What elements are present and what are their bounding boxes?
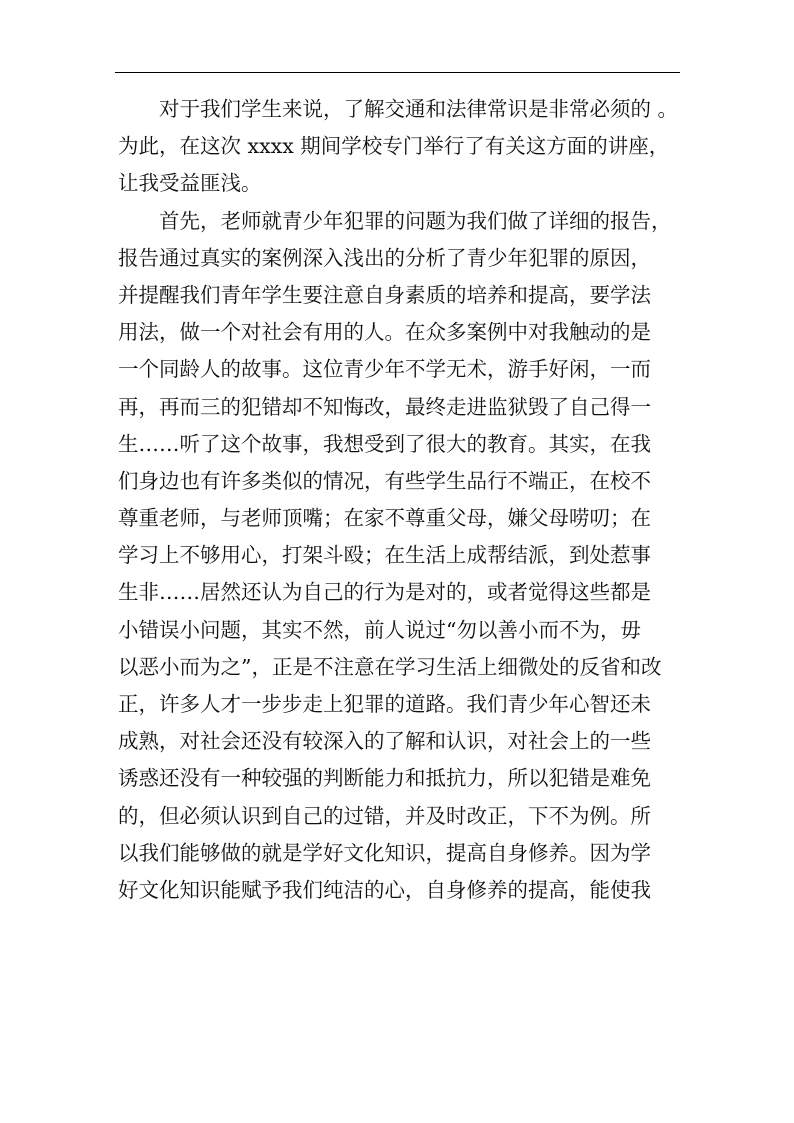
text-line: 小错误小问题，其实不然，前人说过“勿以善小而不为，毋 [118, 617, 641, 642]
text-line: 以恶小而为之”，正是不注意在学习生活上细微处的反省和改 [118, 654, 662, 679]
text-line: 为此，在这次 xxxx 期间学校专门举行了有关这方面的讲座， [118, 134, 670, 159]
text-line: 报告通过真实的案例深入浅出的分析了青少年犯罪的原因， [118, 245, 651, 270]
text-line: 好文化知识能赋予我们纯洁的心，自身修养的提高，能使我 [118, 877, 651, 902]
text-line: 正，许多人才一步步走上犯罪的道路。我们青少年心智还未 [118, 692, 651, 716]
text-line: 学习上不够用心，打架斗殴；在生活上成帮结派，到处惹事 [118, 543, 651, 568]
text-line: 让我受益匪浅。 [118, 171, 262, 196]
text-line: 们身边也有许多类似的情况，有些学生品行不端正，在校不 [118, 468, 651, 493]
text-line: 尊重老师，与老师顶嘴；在家不尊重父母，嫌父母唠叨；在 [118, 506, 651, 531]
text-line: 以我们能够做的就是学好文化知识，提高自身修养。因为学 [118, 840, 651, 865]
text-line: 用法，做一个对社会有用的人。在众多案例中对我触动的是 [118, 320, 651, 345]
text-line: 一个同龄人的故事。这位青少年不学无术，游手好闲，一而 [118, 357, 651, 382]
text-line: 再，再而三的犯错却不知悔改，最终走进监狱毁了自己得一 [118, 394, 651, 419]
text-line: 的，但必须认识到自己的过错，并及时改正，下不为例。所 [118, 803, 651, 828]
text-line: 生……听了这个故事，我想受到了很大的教育。其实，在我 [118, 431, 651, 456]
header-rule [115, 72, 680, 73]
text-line: 对于我们学生来说，了解交通和法律常识是非常必须的 。 [159, 97, 679, 121]
text-line: 生非……居然还认为自己的行为是对的，或者觉得这些都是 [118, 580, 651, 605]
text-line: 首先，老师就青少年犯罪的问题为我们做了详细的报告， [159, 208, 672, 233]
text-line: 并提醒我们青年学生要注意自身素质的培养和提高，要学法 [118, 282, 651, 307]
body-text [118, 94, 678, 912]
text-line: 诱惑还没有一种较强的判断能力和抵抗力，所以犯错是难免 [118, 766, 651, 791]
text-line: 成熟，对社会还没有较深入的了解和认识，对社会上的一些 [118, 729, 651, 754]
